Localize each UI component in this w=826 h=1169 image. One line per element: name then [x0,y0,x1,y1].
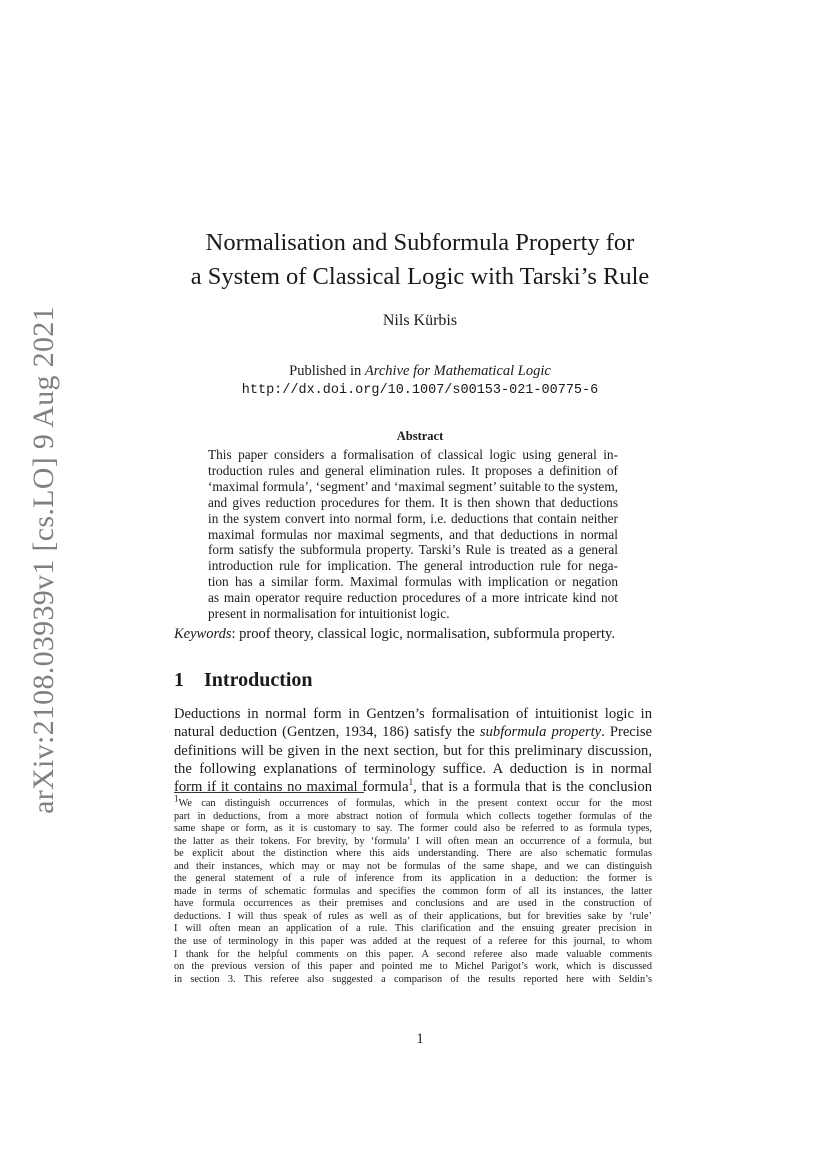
footnote-text: We can distinguish occurrences of formulas, which in the present context occur for the most [178,798,652,809]
intro-line: definitions will be given in the next section, but for this preliminary discussion, [174,742,652,759]
footnote-line: I thank for the helpful comments on this paper. A second referee also made valuable comments [174,948,652,960]
keywords [174,626,654,643]
footnote-line [174,793,652,811]
arxiv-identifier-text: arXiv:2108.03939v1 [cs.LO] 9 Aug 2021 [27,306,60,814]
abstract-line: tion has a similar form. Maximal formulas with implication or negation [208,574,618,590]
publication-prefix: Published in [289,363,365,379]
abstract-line: maximal formulas nor maximal segments, and that deductions in normal [208,526,618,542]
footnote-divider [174,792,364,793]
intro-text: . Precise [601,724,652,741]
doi-link[interactable]: http://dx.doi.org/10.1007/s00153-021-00775-6 [241,383,599,398]
paper-title-line: Normalisation and Subformula Property for [205,229,635,256]
abstract-line: present in normalisation for intuitionist logic. [208,606,450,622]
intro-line [174,778,652,796]
abstract-body [208,447,618,622]
footnote-line: the latter as their tokens. For brevity, by ‘formula’ I will often mean an occurrence of a formula, but [174,835,652,847]
abstract-line: This paper considers a formalisation of classical logic using general in- [208,447,618,462]
section-title: Introduction [204,669,313,691]
journal-name: Archive for Mathematical Logic [364,363,551,379]
intro-line: the following explanations of terminology suffice. A deduction is in normal [174,760,652,777]
introduction-paragraph [174,705,652,796]
intro-emphasis: subformula property [479,724,602,741]
publication-note [120,362,720,400]
section-number: 1 [174,669,184,691]
intro-line: Deductions in normal form in Gentzen’s formalisation of intuitionist logic in [174,706,652,722]
footnote-marker: 1 [174,793,179,804]
abstract-line: ‘maximal formula’, ‘segment’ and ‘maximal segment’ suitable to the system, [208,478,618,494]
abstract-line: form satisfy the subformula property. Tarski’s Rule is treated as a general [208,542,618,558]
keywords-label: Keywords [174,626,232,642]
footnote-line: and their instances, which may or may not be formulas of the same shape, and we can distinguish [174,860,652,872]
intro-text: form if it contains no maximal formula [174,779,409,796]
footnote-line: deductions. I will thus speak of rules as well as of their applications, but for brevities sake by ‘rule’ [174,910,652,922]
intro-text: natural deduction (Gentzen, 1934, 186) satisfy the [174,724,480,741]
paper-title-line: a System of Classical Logic with Tarski’s Rule [190,263,650,290]
arxiv-identifier-stamp [22,306,66,814]
keywords-text: : proof theory, classical logic, normalisation, subformula property. [231,626,615,642]
abstract-line: in the system convert into normal form, i.e. deductions that contain neither [208,510,618,526]
footnote-line: same shape or form, as it is customary to say. The former could also be referred to as formula types, [174,823,652,835]
footnote-line: part in deductions, from a more abstract notion of formula which collects together formulas of the [174,810,652,822]
footnote-line: the general statement of a rule of inference from its application in a deduction: the former is [174,873,652,885]
section-heading [174,669,313,692]
footnote-line: be explicit about the distinction where this aids understanding. There are also schematic formulas [174,848,652,860]
abstract-heading: Abstract [396,429,444,443]
abstract-line: troduction rules and general elimination rules. It proposes a definition of [208,462,618,478]
footnote-line: made in terms of schematic formulas and specifies the common form of all its instances, the latter [174,885,652,897]
footnote-reference[interactable]: 1 [408,777,414,788]
paper-title [120,226,720,294]
abstract-line: introduction rule for implication. The general introduction rule for nega- [208,558,618,574]
publication-line [120,362,720,381]
footnote-line: I will often mean an application of a rule. This clarification and the ensuing greater precision in [174,923,652,935]
footnote-line: the use of terminology in this paper was added at the request of a referee for this journal, to whom [174,936,652,948]
footnote-line: in section 3. This referee also suggested a comparison of the results reported here with Seldin’s [174,973,652,985]
abstract-line: as main operator require reduction procedures of a more intricate kind not [208,590,618,606]
intro-text: , that is a formula that is the conclusion [413,779,652,796]
page-number: 1 [416,1031,424,1047]
author-name: Nils Kürbis [382,312,458,329]
footnote-line: on the previous version of this paper and pointed me to Michel Parigot’s work, which is discussed [174,961,652,973]
intro-line [174,723,652,741]
footnote [174,793,652,986]
abstract-line: and gives reduction procedures for them. It is then shown that deductions [208,494,618,510]
footnote-line: have formula occurrences as their premises and conclusions and are used in the construction of [174,898,652,910]
